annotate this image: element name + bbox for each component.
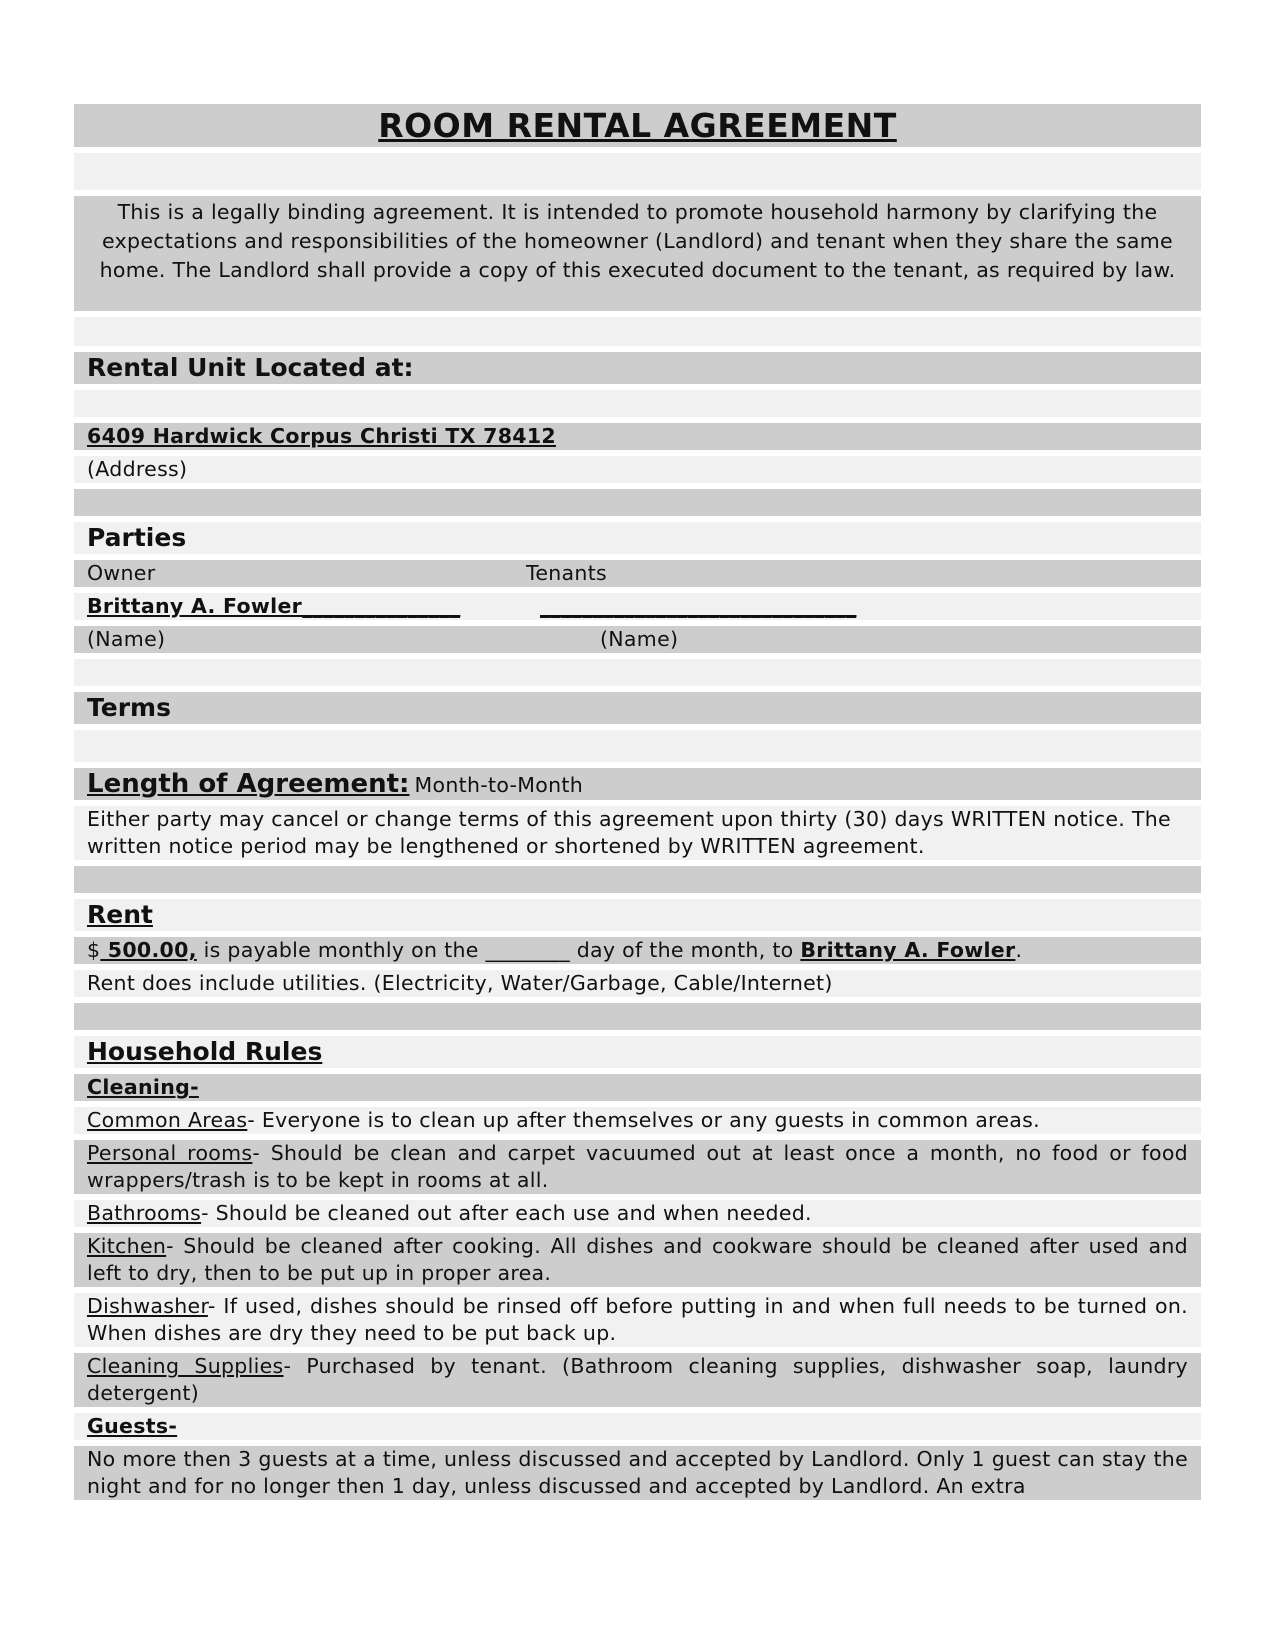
rule-item <box>74 1233 1201 1287</box>
spacer-row <box>74 659 1201 686</box>
rule-label: Dishwasher <box>87 1294 208 1318</box>
rent-amount-row <box>74 937 1201 964</box>
rule-text: - Should be clean and carpet vacuumed out at least once a month, no food or food wrappers/trash is to be kept in rooms at all. <box>87 1141 1188 1192</box>
spacer-row <box>74 489 1201 516</box>
rule-item <box>74 1140 1201 1194</box>
rule-label: Personal rooms <box>87 1141 253 1165</box>
rental-unit-heading: Rental Unit Located at: <box>74 352 1201 384</box>
rent-payable-text: is payable monthly on the ________ day of the month, to <box>196 938 801 962</box>
rule-item <box>74 1107 1201 1134</box>
rent-payee: Brittany A. Fowler <box>800 938 1016 962</box>
utilities-text: Rent does include utilities. (Electricity, Water/Garbage, Cable/Internet) <box>74 970 1201 997</box>
rule-item <box>74 1293 1201 1347</box>
cleaning-heading: Cleaning- <box>74 1074 1201 1101</box>
address-row <box>74 423 1201 450</box>
terms-heading: Terms <box>74 692 1201 724</box>
guests-heading: Guests- <box>74 1413 1201 1440</box>
spacer-row <box>74 390 1201 417</box>
address-value: 6409 Hardwick Corpus Christi TX 78412 <box>87 424 556 448</box>
spacer-row <box>74 730 1201 762</box>
rule-text: - Purchased by tenant. (Bathroom cleaning supplies, dishwasher soap, laundry detergent) <box>87 1354 1188 1405</box>
currency-symbol: $ <box>87 938 101 962</box>
rule-label: Cleaning Supplies <box>87 1354 284 1378</box>
spacer-row <box>74 317 1201 346</box>
spacer-row <box>74 1003 1201 1030</box>
length-of-agreement-label: Length of Agreement: <box>87 769 410 799</box>
agreement-document <box>74 104 1201 1500</box>
tenant-name-blank: ______________________________ <box>540 594 857 618</box>
owner-name: Brittany A. Fowler_______________ <box>87 594 461 618</box>
intro-paragraph: This is a legally binding agreement. It is intended to promote household harmony by clarifying the expectations and responsibilities of the homeowner (Landlord) and tenant when they share the same home. The Landlord shall provide a copy of this executed document to the tenant, as required by law. <box>74 196 1201 311</box>
rule-text: - Everyone is to clean up after themselves or any guests in common areas. <box>247 1108 1040 1132</box>
rule-text: - If used, dishes should be rinsed off before putting in and when full needs to be turned on. When dishes are dry they need to be put back up. <box>87 1294 1188 1345</box>
rent-heading: Rent <box>74 899 1201 931</box>
rule-text: - Should be cleaned after cooking. All dishes and cookware should be cleaned after used and left to dry, then to be put up in proper area. <box>87 1234 1188 1285</box>
length-terms-text: Either party may cancel or change terms of this agreement upon thirty (30) days WRITTEN notice. The written notice period may be lengthened or shortened by WRITTEN agreement. <box>74 806 1201 860</box>
tenants-label: Tenants <box>526 561 608 585</box>
rule-text: - Should be cleaned out after each use and when needed. <box>201 1201 812 1225</box>
rent-amount: 500.00, <box>100 938 197 962</box>
address-label: (Address) <box>74 456 1201 483</box>
rule-label: Bathrooms <box>87 1201 202 1225</box>
spacer-row <box>74 153 1201 190</box>
rent-period: . <box>1015 938 1023 962</box>
rule-label: Common Areas <box>87 1108 248 1132</box>
parties-heading: Parties <box>74 522 1201 554</box>
party-labels-row <box>74 560 1201 587</box>
length-of-agreement-value: Month-to-Month <box>414 773 583 797</box>
document-title: ROOM RENTAL AGREEMENT <box>74 104 1201 147</box>
party-name-labels-row <box>74 626 1201 653</box>
rule-item <box>74 1200 1201 1227</box>
household-rules-heading: Household Rules <box>74 1036 1201 1068</box>
rule-label: Kitchen <box>87 1234 167 1258</box>
spacer-row <box>74 866 1201 893</box>
rule-item <box>74 1353 1201 1407</box>
owner-name-label: (Name) <box>87 627 166 651</box>
guests-text: No more then 3 guests at a time, unless discussed and accepted by Landlord. Only 1 guest can stay the night and for no longer then 1 day, unless discussed and accepted by Landlord. An extra <box>74 1446 1201 1500</box>
owner-label: Owner <box>87 561 156 585</box>
party-names-row <box>74 593 1201 620</box>
tenant-name-label: (Name) <box>600 627 679 651</box>
length-row <box>74 768 1201 800</box>
